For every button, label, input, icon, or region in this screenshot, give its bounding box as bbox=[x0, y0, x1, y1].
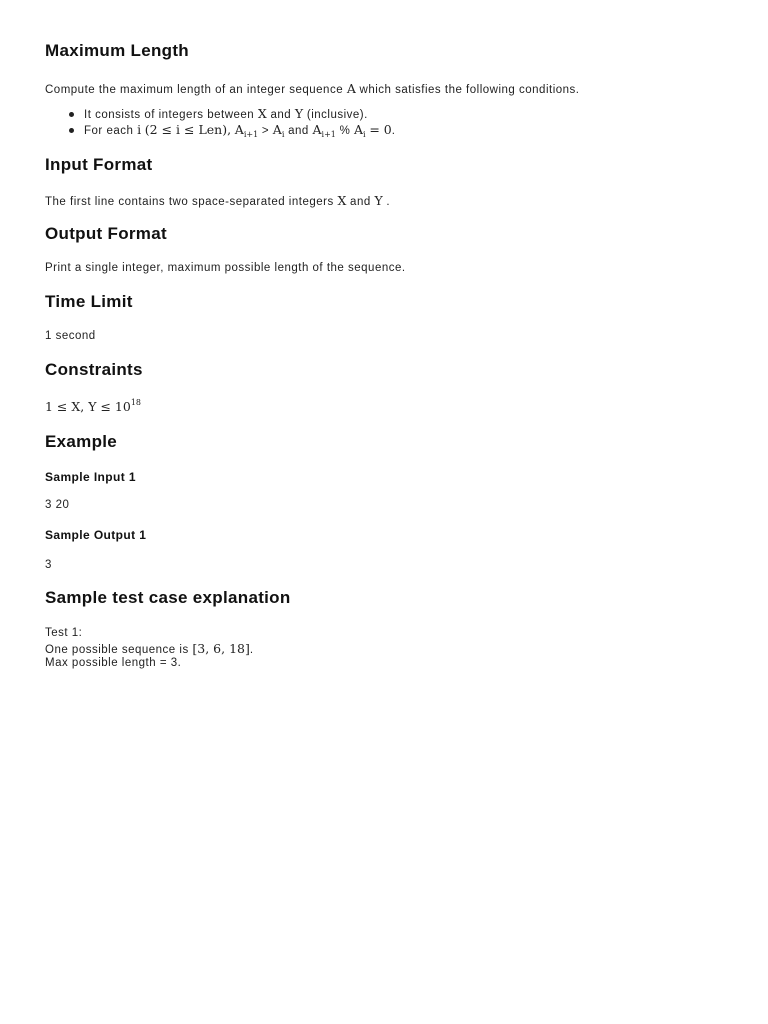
sample-input-value: 3 20 bbox=[45, 499, 70, 511]
math-superscript: 18 bbox=[130, 398, 141, 407]
input-format-heading: Input Format bbox=[45, 155, 153, 174]
sample-input-label: Sample Input 1 bbox=[45, 470, 136, 484]
math-subscript: i bbox=[281, 130, 285, 139]
explanation-line: Test 1: bbox=[45, 627, 83, 639]
explanation-heading: Sample test case explanation bbox=[45, 588, 291, 607]
condition-text: and bbox=[288, 125, 309, 137]
statement-intro bbox=[45, 81, 579, 96]
math-subscript: i bbox=[363, 130, 366, 139]
math-var-a: A bbox=[312, 122, 322, 137]
condition-text: (inclusive). bbox=[306, 109, 368, 121]
condition-text: It consists of integers between bbox=[84, 109, 255, 121]
sample-output-label: Sample Output 1 bbox=[45, 528, 147, 542]
math-operator: % bbox=[339, 125, 351, 137]
time-limit-heading: Time Limit bbox=[45, 292, 133, 311]
bullet-icon bbox=[69, 112, 74, 117]
math-sequence: [3, 6, 18] bbox=[192, 641, 250, 656]
math-equals: = 0 bbox=[369, 122, 392, 137]
input-format-sentence: The first line contains two space-separated integers bbox=[45, 196, 334, 208]
math-var-y: Y bbox=[294, 106, 304, 121]
math-var-y: Y bbox=[374, 193, 383, 208]
math-var-i: i bbox=[137, 122, 142, 137]
input-format-sentence: and bbox=[350, 196, 371, 208]
condition-text: . bbox=[391, 125, 396, 137]
math-operator: > bbox=[261, 125, 270, 137]
math-var-a: A bbox=[346, 81, 356, 96]
statement-text: which satisfies the following conditions. bbox=[359, 84, 580, 96]
explanation-line: Max possible length = 3. bbox=[45, 657, 182, 669]
math-var-a: A bbox=[354, 122, 364, 137]
statement-text: Compute the maximum length of an integer sequence bbox=[45, 84, 344, 96]
list-item bbox=[45, 122, 395, 138]
condition-text: and bbox=[270, 109, 292, 121]
explanation-text bbox=[45, 626, 254, 671]
math-var-x: X bbox=[337, 193, 347, 208]
math-range: (2 ≤ i ≤ Len), bbox=[144, 122, 232, 137]
conditions-list bbox=[45, 106, 395, 138]
math-var-a: A bbox=[234, 122, 244, 137]
explanation-sentence: . bbox=[249, 644, 254, 656]
explanation-line bbox=[45, 641, 254, 656]
sample-output-value: 3 bbox=[45, 559, 52, 571]
constraints-heading: Constraints bbox=[45, 360, 143, 379]
output-format-heading: Output Format bbox=[45, 224, 167, 243]
bullet-icon bbox=[69, 128, 74, 133]
time-limit-text: 1 second bbox=[45, 330, 96, 342]
math-var-a: A bbox=[272, 122, 282, 137]
input-format-text bbox=[45, 193, 390, 208]
output-format-text: Print a single integer, maximum possible length of the sequence. bbox=[45, 262, 406, 274]
math-subscript: i+1 bbox=[243, 130, 259, 139]
math-constraint: 1 ≤ X, Y ≤ 10 bbox=[45, 399, 131, 414]
input-format-sentence: . bbox=[386, 196, 391, 208]
example-heading: Example bbox=[45, 432, 118, 451]
list-item bbox=[45, 106, 395, 122]
math-var-x: X bbox=[257, 106, 267, 121]
constraints-text bbox=[45, 399, 141, 414]
explanation-sentence: One possible sequence is bbox=[45, 644, 189, 656]
condition-text: For each bbox=[84, 125, 134, 137]
page-title: Maximum Length bbox=[45, 41, 189, 60]
math-subscript: i+1 bbox=[321, 130, 336, 139]
